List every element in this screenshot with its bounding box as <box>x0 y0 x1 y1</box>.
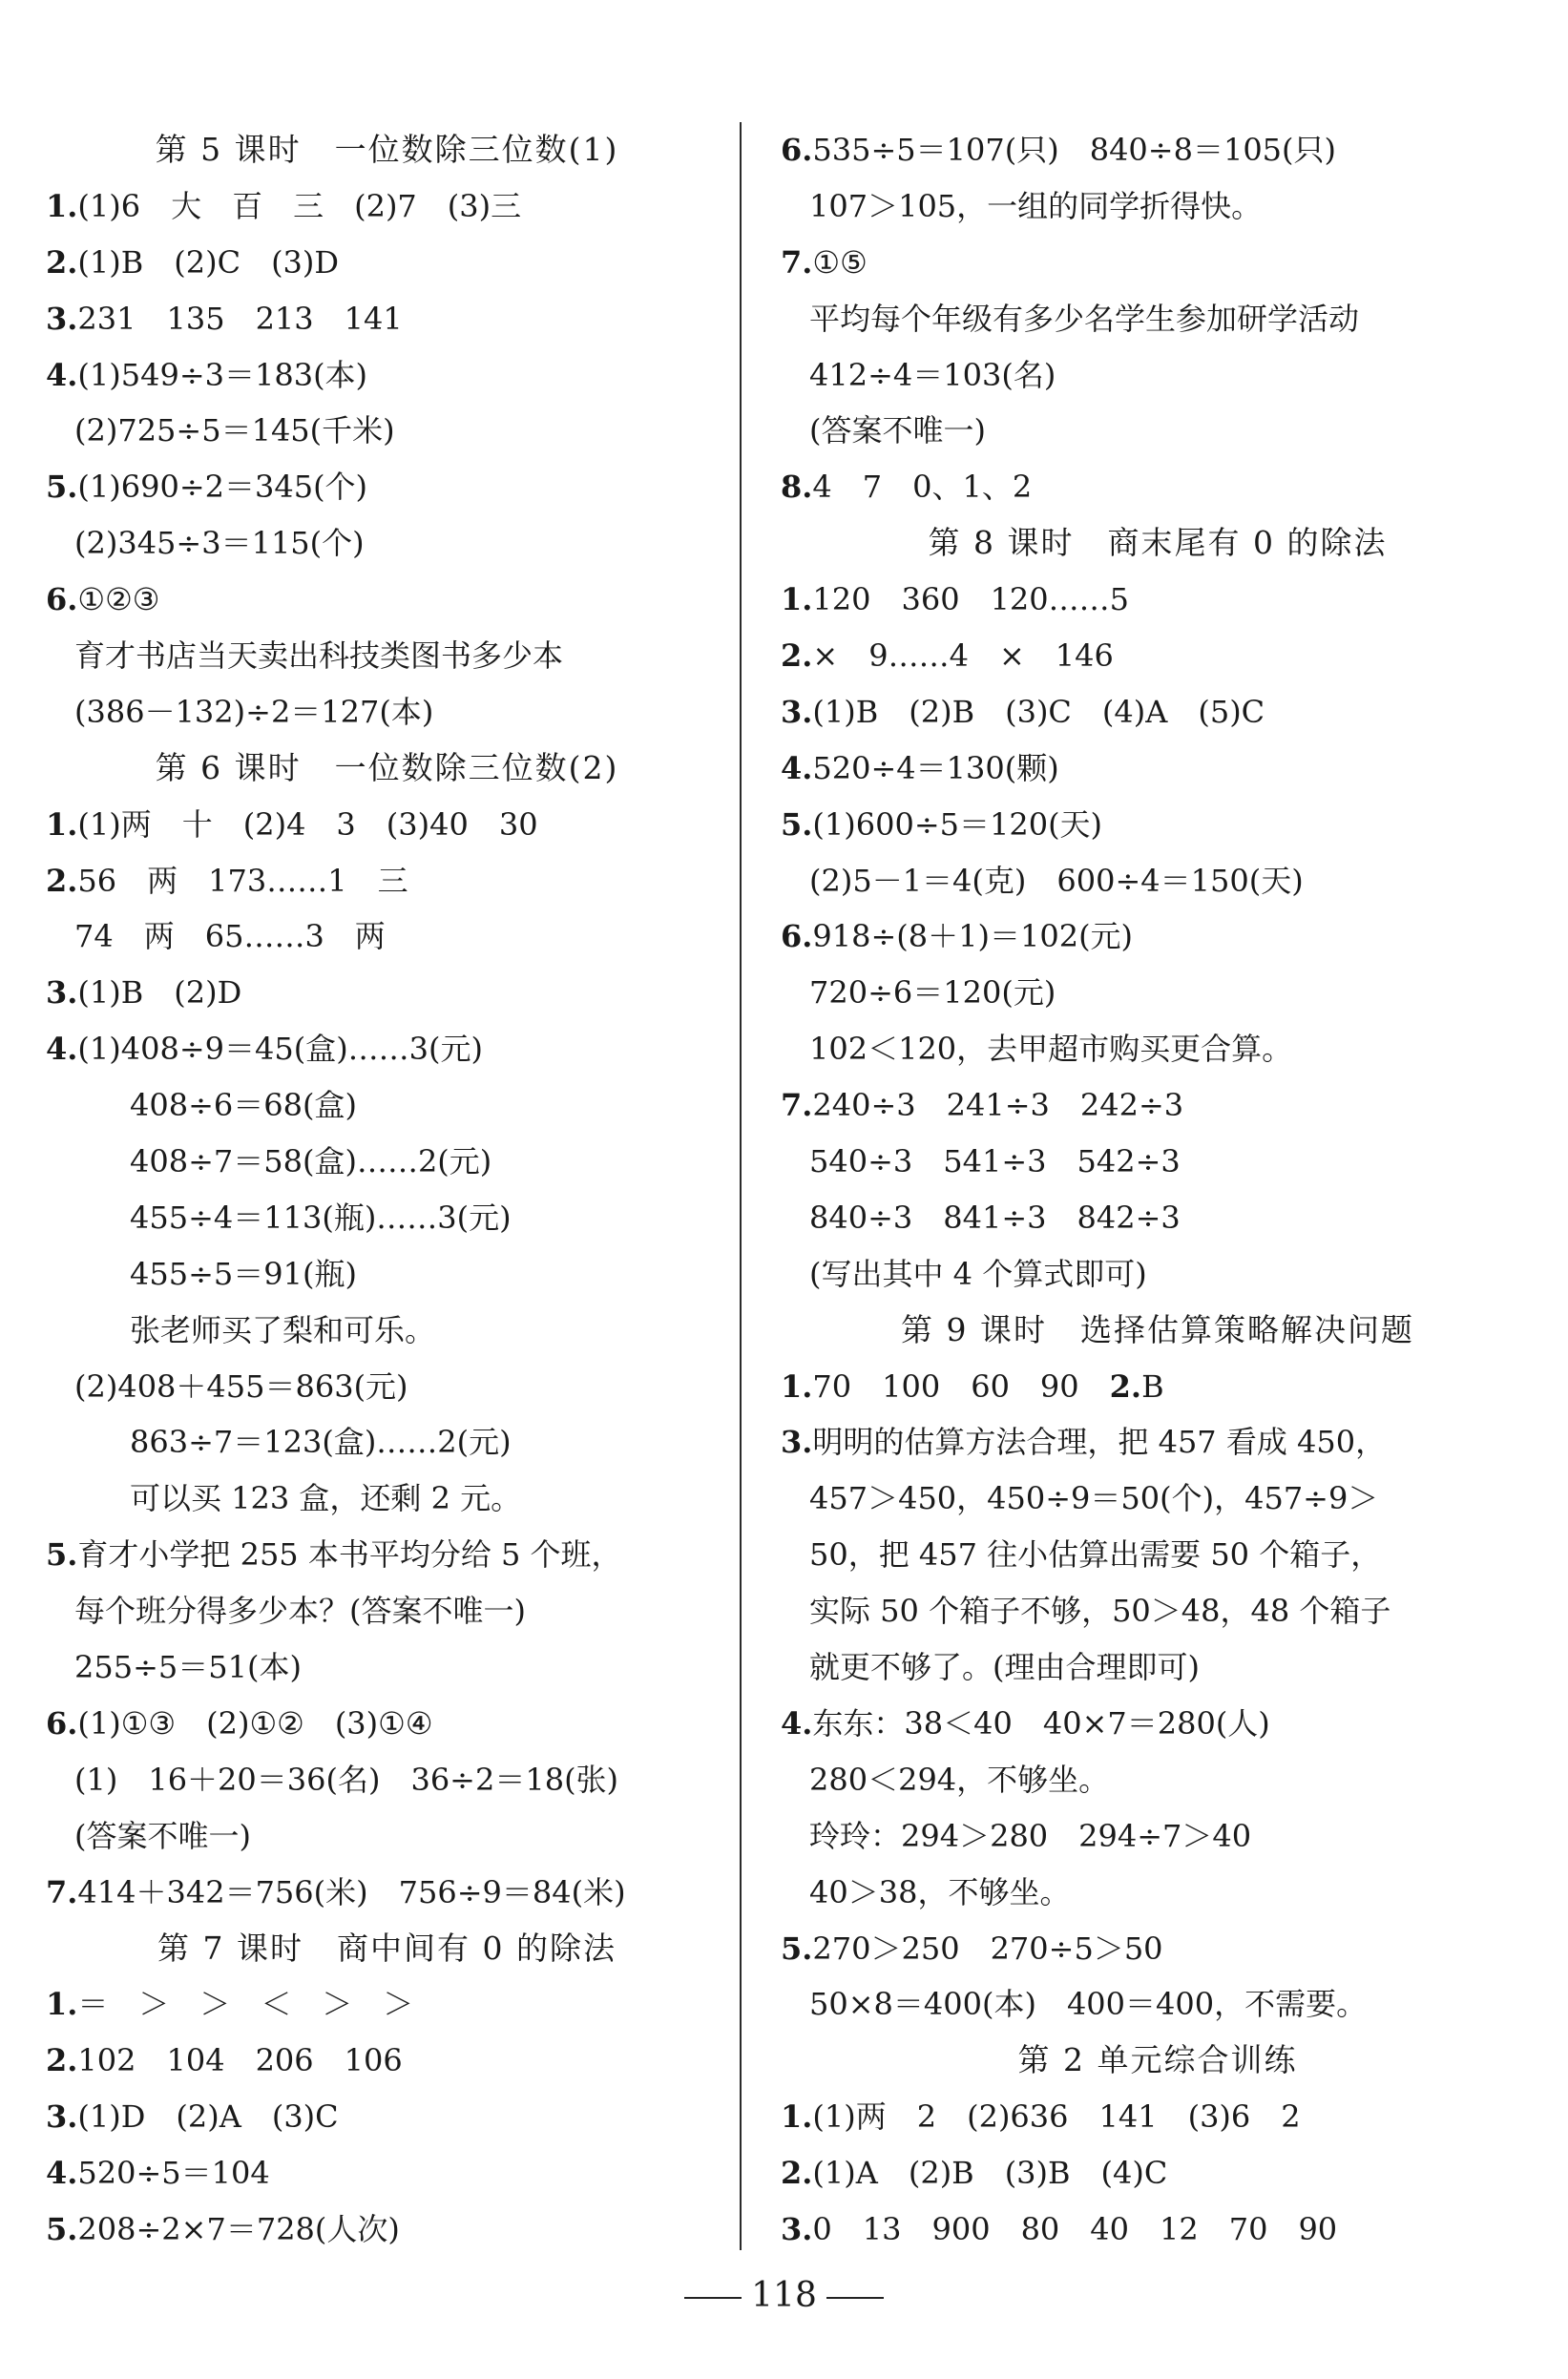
item-number: 2. <box>1109 1367 1142 1405</box>
item-number: 2. <box>781 637 813 675</box>
item-number: 2. <box>46 862 78 899</box>
section-heading <box>46 122 728 178</box>
answer-text: 0 13 900 80 40 12 70 90 <box>812 2210 1338 2247</box>
answer-text: (1)690÷2＝345(个) <box>77 469 368 506</box>
answer-line <box>46 1471 728 1527</box>
answer-line <box>46 1246 728 1303</box>
answer-item <box>781 908 1535 965</box>
item-number: 3. <box>781 2210 813 2247</box>
right-column <box>781 122 1535 2258</box>
answer-line <box>781 1752 1535 1808</box>
answer-item <box>46 1865 728 1921</box>
item-number: 4. <box>46 2155 78 2192</box>
item-number: 7. <box>781 243 813 281</box>
answer-line <box>46 1583 728 1639</box>
item-number: 1. <box>781 1367 813 1405</box>
answer-text: 就更不够了。(理由合理即可) <box>809 1649 1200 1686</box>
item-number: 5. <box>46 469 78 506</box>
answer-line <box>46 684 728 741</box>
answer-text: ①⑤ <box>812 243 868 281</box>
answer-item <box>781 1696 1535 1752</box>
answer-item <box>781 1359 1535 1415</box>
item-number: 2. <box>46 243 78 281</box>
answer-line <box>46 1639 728 1696</box>
answer-text: 208÷2×7＝728(人次) <box>77 2210 400 2247</box>
answer-text: 457＞450，450÷9＝50(个)，457÷9＞ <box>809 1480 1379 1517</box>
answer-text: 50，把 457 往小估算出需要 50 个箱子， <box>809 1536 1382 1574</box>
item-number: 6. <box>46 581 78 618</box>
answer-item <box>46 965 728 1021</box>
answer-item <box>46 1021 728 1077</box>
answer-item <box>46 347 728 404</box>
answer-text: 70 100 60 90 <box>812 1367 1110 1405</box>
section-heading-text: 第 9 课时 选择估算策略解决问题 <box>901 1310 1414 1348</box>
answer-text: (386－132)÷2＝127(本) <box>74 693 434 730</box>
answer-item <box>781 2089 1535 2145</box>
answer-text: 520÷4＝130(颗) <box>812 749 1059 786</box>
item-number: 1. <box>46 1986 78 2023</box>
answer-text: 840÷3 841÷3 842÷3 <box>809 1199 1181 1236</box>
answer-line <box>781 347 1535 404</box>
item-number: 3. <box>46 974 78 1012</box>
section-heading-text: 第 2 单元综合训练 <box>1017 2041 1298 2079</box>
answer-line <box>781 1246 1535 1303</box>
answer-line <box>781 1976 1535 2033</box>
item-number: 3. <box>46 2098 78 2136</box>
answer-text: (2)408＋455＝863(元) <box>74 1367 408 1405</box>
item-number: 4. <box>781 749 813 786</box>
answer-text: 4 7 0、1、2 <box>812 469 1033 506</box>
answer-text: × 9……4 × 146 <box>812 637 1114 675</box>
section-heading <box>781 1303 1535 1359</box>
answer-item <box>46 235 728 291</box>
answer-item <box>46 459 728 515</box>
answer-line <box>781 1134 1535 1190</box>
answer-text: 张老师买了梨和可乐。 <box>130 1311 436 1348</box>
answer-item <box>781 459 1535 515</box>
answer-line <box>46 403 728 459</box>
answer-text: 720÷6＝120(元) <box>809 974 1056 1012</box>
section-heading-text: 第 6 课时 一位数除三位数(2) <box>155 748 619 786</box>
answer-text: 455÷4＝113(瓶)……3(元) <box>130 1199 512 1236</box>
answer-text: 可以买 123 盒，还剩 2 元。 <box>130 1480 522 1517</box>
column-divider <box>740 122 742 2250</box>
answer-line <box>781 1190 1535 1246</box>
answer-line <box>46 1414 728 1471</box>
answer-item <box>781 572 1535 628</box>
answer-text: (2)5－1＝4(克) 600÷4＝150(天) <box>809 862 1304 899</box>
answer-text: 50×8＝400(本) 400＝400，不需要。 <box>809 1986 1368 2023</box>
answer-text: 56 两 173……1 三 <box>77 862 408 899</box>
item-number: 1. <box>46 805 78 843</box>
answer-text: (1)408÷9＝45(盒)……3(元) <box>77 1031 484 1068</box>
item-number: 5. <box>781 805 813 843</box>
answer-line <box>781 178 1535 235</box>
answer-text: (1)A (2)B (3)B (4)C <box>812 2155 1168 2192</box>
answer-item <box>781 235 1535 291</box>
answer-line <box>781 1527 1535 1583</box>
section-heading <box>46 741 728 797</box>
answer-text: 东东：38＜40 40×7＝280(人) <box>812 1704 1270 1742</box>
answer-text: 74 两 65……3 两 <box>74 918 386 955</box>
answer-item <box>46 2033 728 2089</box>
item-number: 4. <box>781 1704 813 1742</box>
page-number: 118 <box>751 2276 817 2315</box>
answer-text: (写出其中 4 个算式即可) <box>809 1255 1147 1292</box>
answer-item <box>46 2145 728 2202</box>
item-number: 8. <box>781 469 813 506</box>
section-heading-text: 第 7 课时 商中间有 0 的除法 <box>157 1929 617 1967</box>
answer-text: (1)B (2)D <box>77 974 242 1012</box>
answer-line <box>46 628 728 684</box>
answer-item <box>46 2202 728 2258</box>
answer-item <box>781 2202 1535 2258</box>
answer-item <box>781 1414 1535 1471</box>
answer-line <box>46 1303 728 1359</box>
section-heading <box>781 2033 1535 2089</box>
answer-line <box>781 291 1535 347</box>
answer-text: (1)549÷3＝183(本) <box>77 356 368 393</box>
answer-line <box>46 1359 728 1415</box>
answer-text: (2)345÷3＝115(个) <box>74 525 365 562</box>
answer-text: (1) 16＋20＝36(名) 36÷2＝18(张) <box>74 1761 619 1798</box>
item-number: 2. <box>781 2155 813 2192</box>
answer-item <box>46 797 728 853</box>
answer-item <box>781 1077 1535 1134</box>
answer-item <box>46 1527 728 1583</box>
answer-line <box>46 1752 728 1808</box>
answer-item <box>46 178 728 235</box>
item-number: 6. <box>46 1704 78 1742</box>
item-number: 1. <box>781 2098 813 2136</box>
item-number: 5. <box>46 2210 78 2247</box>
answer-line <box>781 1865 1535 1921</box>
section-heading <box>781 515 1535 572</box>
left-column <box>46 122 728 2258</box>
answer-item <box>781 2145 1535 2202</box>
answer-line <box>781 403 1535 459</box>
answer-line <box>46 515 728 572</box>
answer-text: 863÷7＝123(盒)……2(元) <box>130 1424 512 1461</box>
answer-item <box>46 2089 728 2145</box>
answer-item <box>781 797 1535 853</box>
answer-item <box>781 1921 1535 1977</box>
answer-text: (答案不唯一) <box>74 1817 251 1854</box>
answer-text: 120 360 120……5 <box>812 581 1130 618</box>
answer-text: 412÷4＝103(名) <box>809 356 1056 393</box>
answer-text: (1)两 2 (2)636 141 (3)6 2 <box>812 2098 1301 2136</box>
answer-item <box>46 1976 728 2033</box>
item-number: 6. <box>781 918 813 955</box>
answer-text: 414＋342＝756(米) 756÷9＝84(米) <box>77 1873 626 1910</box>
answer-text: 231 135 213 141 <box>77 300 403 337</box>
item-number: 7. <box>781 1087 813 1124</box>
answer-item <box>781 122 1535 178</box>
answer-line <box>781 1808 1535 1865</box>
item-number: 6. <box>781 132 813 168</box>
item-number: 1. <box>781 581 813 618</box>
answer-text: 102＜120，去甲超市购买更合算。 <box>809 1031 1293 1068</box>
answer-text: (1)①③ (2)①② (3)①④ <box>77 1704 433 1742</box>
answer-text: 实际 50 个箱子不够，50＞48，48 个箱子 <box>809 1593 1391 1630</box>
item-number: 7. <box>46 1873 78 1910</box>
answer-line <box>781 1471 1535 1527</box>
answer-text: 240÷3 241÷3 242÷3 <box>812 1087 1184 1124</box>
answer-item <box>781 741 1535 797</box>
answer-text: 平均每个年级有多少名学生参加研学活动 <box>809 300 1360 337</box>
answer-item <box>46 853 728 909</box>
answer-text: (1)6 大 百 三 (2)7 (3)三 <box>77 187 522 224</box>
answer-line <box>46 1808 728 1865</box>
answer-item <box>781 684 1535 741</box>
answer-line <box>781 853 1535 909</box>
answer-text: ＝ ＞ ＞ ＜ ＞ ＞ <box>77 1986 414 2023</box>
answer-text: 育才书店当天卖出科技类图书多少本 <box>74 637 564 675</box>
answer-line <box>46 908 728 965</box>
item-number: 4. <box>46 356 78 393</box>
answer-text: ①②③ <box>77 581 160 618</box>
answer-text: 育才小学把 255 本书平均分给 5 个班， <box>77 1536 622 1574</box>
answer-text: 107＞105，一组的同学折得快。 <box>809 187 1263 224</box>
answer-line <box>46 1190 728 1246</box>
answer-text: (1)两 十 (2)4 3 (3)40 30 <box>77 805 538 843</box>
answer-line <box>781 1639 1535 1696</box>
answer-text: 918÷(8＋1)＝102(元) <box>812 918 1134 955</box>
answer-text: (1)B (2)C (3)D <box>77 243 340 281</box>
page-footer <box>0 2276 1568 2315</box>
section-heading <box>46 1921 728 1977</box>
answer-line <box>781 965 1535 1021</box>
item-number: 3. <box>781 1424 813 1461</box>
section-heading-text: 第 5 课时 一位数除三位数(1) <box>155 131 619 168</box>
answer-text: 520÷5＝104 <box>77 2155 270 2192</box>
item-number: 1. <box>46 187 78 224</box>
answer-text: 玲玲：294＞280 294÷7＞40 <box>809 1817 1252 1854</box>
answer-text: 535÷5＝107(只) 840÷8＝105(只) <box>812 132 1337 168</box>
footer-dash-right <box>826 2297 884 2299</box>
answer-text: B <box>1141 1367 1164 1405</box>
answer-line <box>46 1077 728 1134</box>
answer-line <box>46 1134 728 1190</box>
answer-text: (1)B (2)B (3)C (4)A (5)C <box>812 693 1265 730</box>
answer-text: 每个班分得多少本？(答案不唯一) <box>74 1593 526 1630</box>
answer-item <box>46 291 728 347</box>
answer-line <box>781 1021 1535 1077</box>
item-number: 5. <box>46 1536 78 1574</box>
answer-text: 40＞38，不够坐。 <box>809 1873 1071 1910</box>
answer-text: 明明的估算方法合理，把 457 看成 450， <box>812 1424 1387 1461</box>
answer-text: 540÷3 541÷3 542÷3 <box>809 1143 1181 1180</box>
answer-text: (1)600÷5＝120(天) <box>812 805 1103 843</box>
section-heading-text: 第 8 课时 商末尾有 0 的除法 <box>928 524 1388 562</box>
answer-text: 408÷6＝68(盒) <box>130 1087 357 1124</box>
item-number: 3. <box>46 300 78 337</box>
item-number: 4. <box>46 1031 78 1068</box>
answer-item <box>46 1696 728 1752</box>
answer-text: 270＞250 270÷5＞50 <box>812 1930 1163 1967</box>
footer-dash-left <box>684 2297 742 2299</box>
answer-text: 280＜294，不够坐。 <box>809 1761 1110 1798</box>
answer-text: (答案不唯一) <box>809 412 986 449</box>
answer-text: (1)D (2)A (3)C <box>77 2098 339 2136</box>
answer-item <box>781 628 1535 684</box>
answer-text: 455÷5＝91(瓶) <box>130 1255 357 1292</box>
answer-text: 408÷7＝58(盒)……2(元) <box>130 1143 492 1180</box>
answer-text: (2)725÷5＝145(千米) <box>74 412 395 449</box>
answer-text: 102 104 206 106 <box>77 2042 403 2079</box>
item-number: 5. <box>781 1930 813 1967</box>
answer-item <box>46 572 728 628</box>
answer-text: 255÷5＝51(本) <box>74 1649 302 1686</box>
answer-line <box>781 1583 1535 1639</box>
item-number: 2. <box>46 2042 78 2079</box>
item-number: 3. <box>781 693 813 730</box>
